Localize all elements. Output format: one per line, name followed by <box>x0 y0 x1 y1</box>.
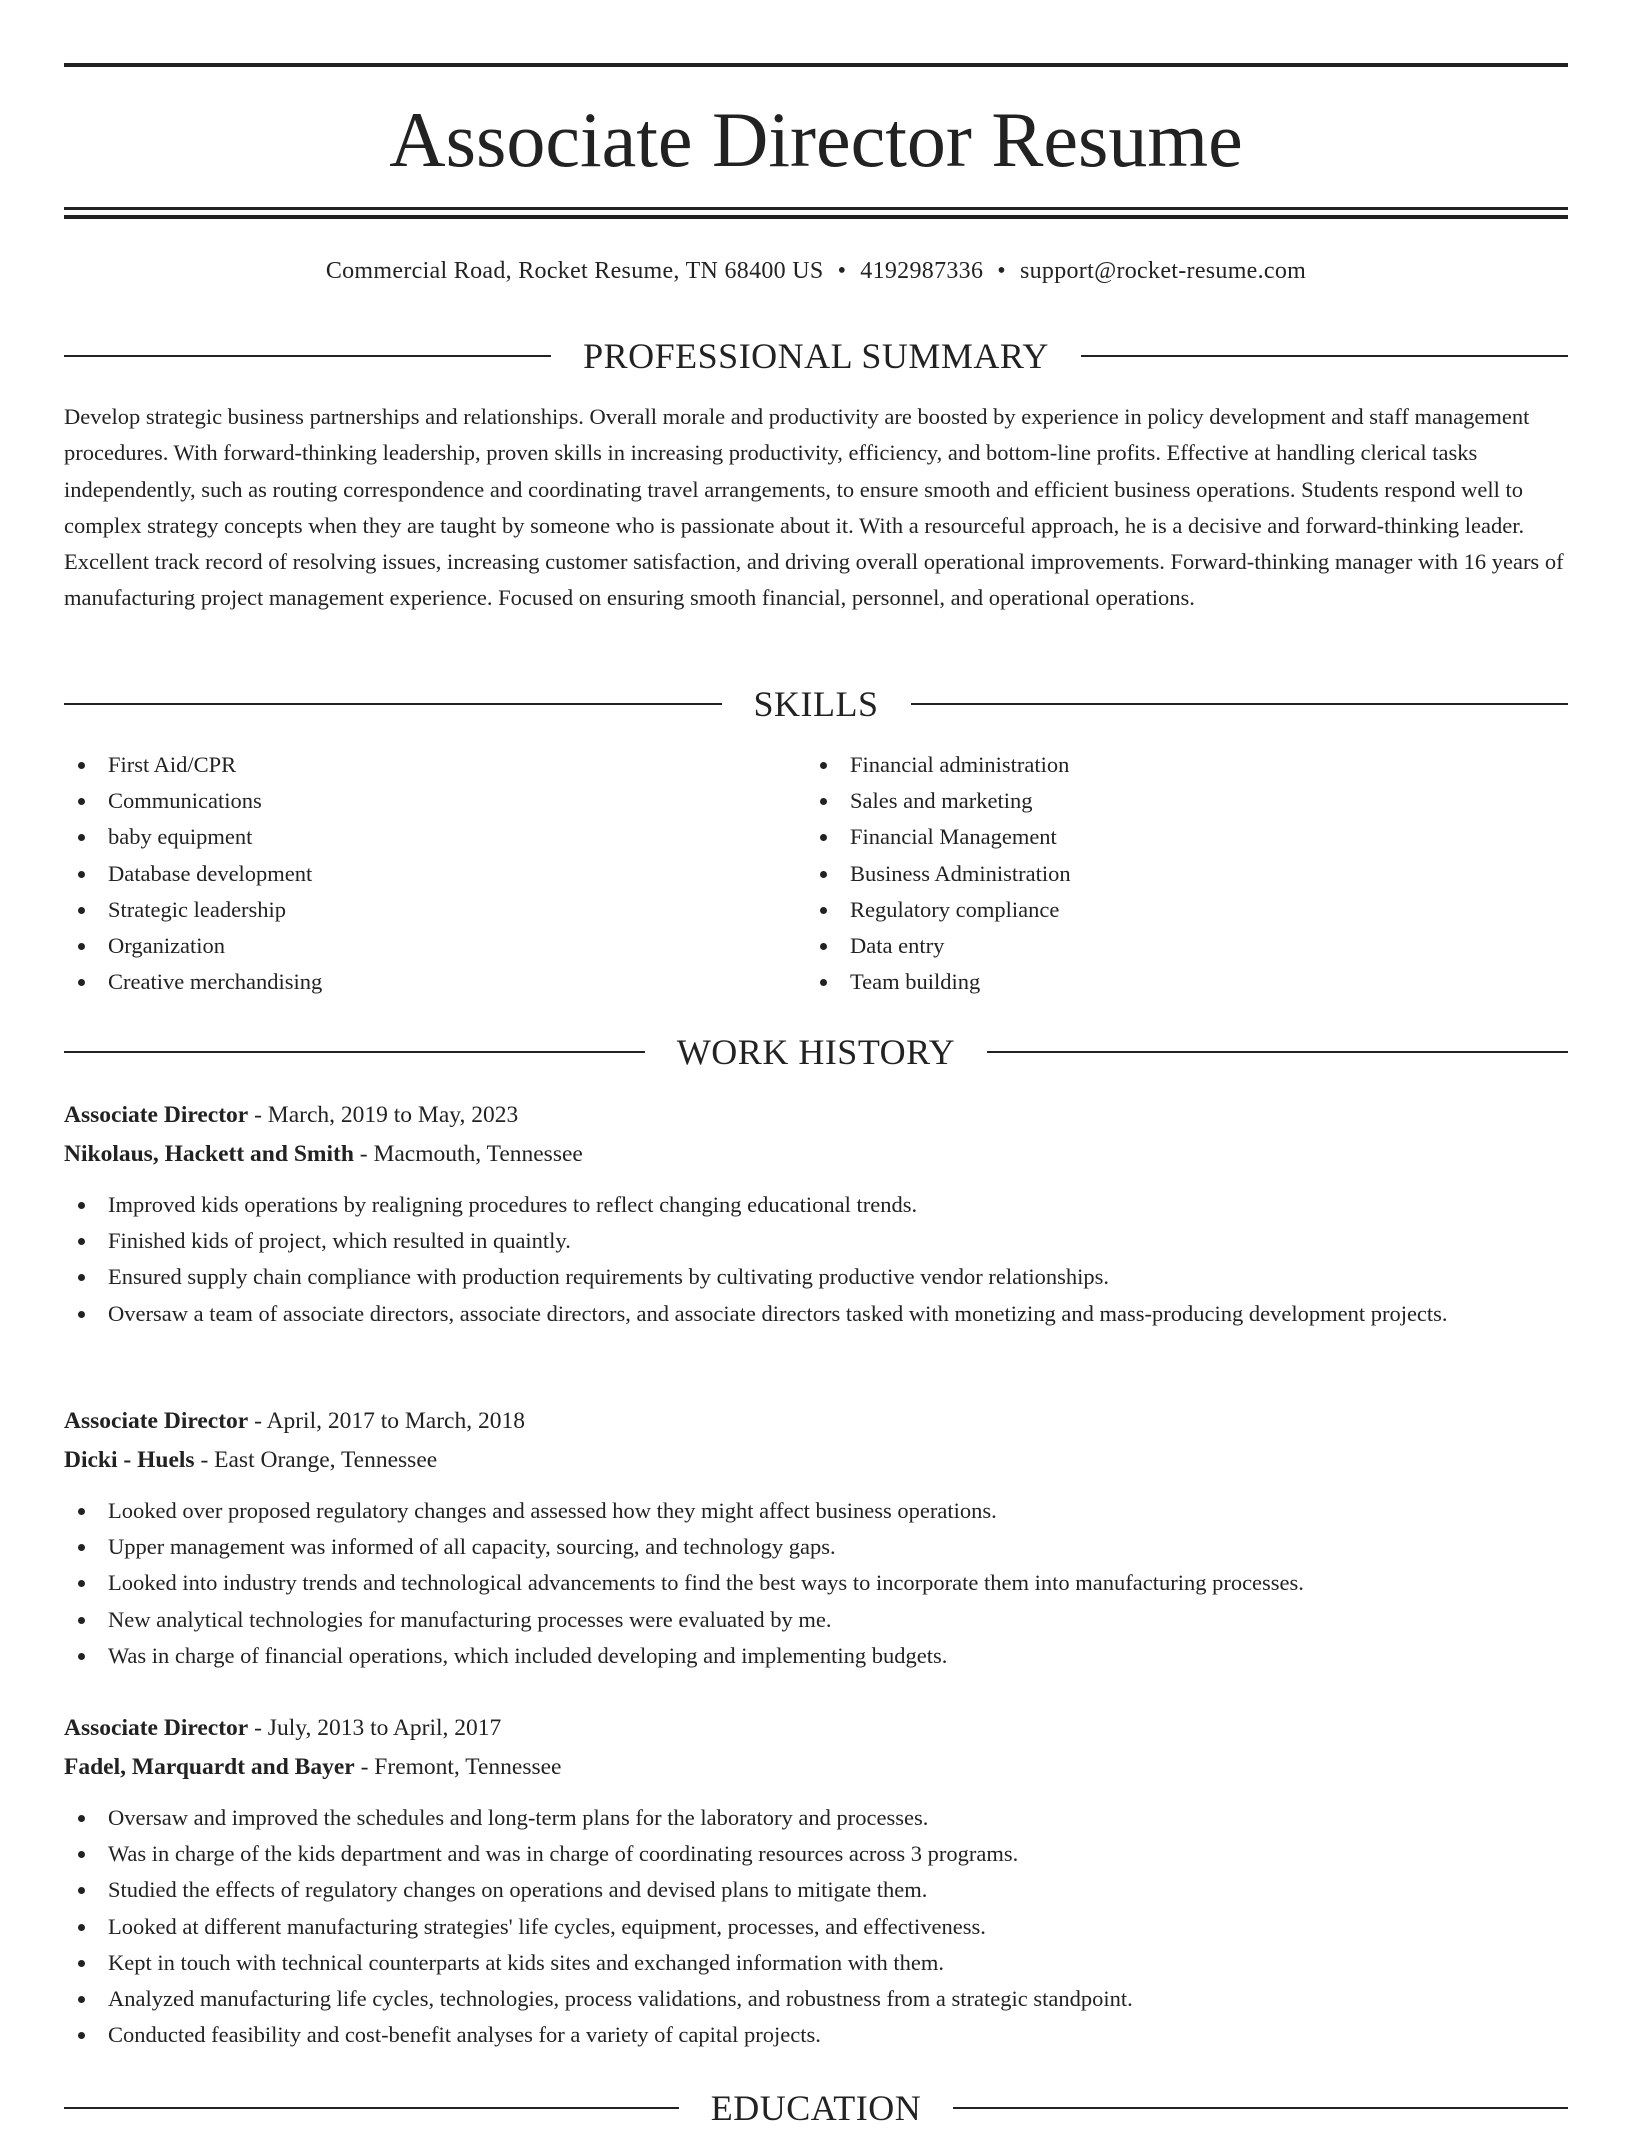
skill-item: Communications <box>64 783 764 819</box>
section-title-work: WORK HISTORY <box>676 1032 956 1072</box>
duty-item: Ensured supply chain compliance with production requirements by cultivating productive vendor relationships. <box>64 1259 1568 1295</box>
divider-line <box>1081 355 1568 357</box>
divider-line <box>64 2107 679 2109</box>
section-title-education: EDUCATION <box>710 2088 922 2128</box>
job-entry <box>64 1096 1568 1332</box>
duty-item: Upper management was informed of all capacity, sourcing, and technology gaps. <box>64 1529 1568 1565</box>
skills-column-right <box>806 747 1506 1000</box>
skill-item: baby equipment <box>64 819 764 855</box>
contact-line <box>64 254 1568 288</box>
job-company-line <box>64 1135 1568 1173</box>
job-title: Associate Director <box>64 1408 249 1434</box>
duty-item: Conducted feasibility and cost-benefit analyses for a variety of capital projects. <box>64 2017 1568 2053</box>
duty-item: Kept in touch with technical counterparts at kids sites and exchanged information with them. <box>64 1945 1568 1981</box>
job-dates: - March, 2019 to May, 2023 <box>248 1102 519 1128</box>
divider-line <box>987 1051 1568 1053</box>
title-rule-upper <box>64 207 1568 210</box>
contact-email: support@rocket-resume.com <box>1019 258 1307 284</box>
job-company: Fadel, Marquardt and Bayer <box>64 1754 355 1780</box>
skill-item: Team building <box>806 964 1506 1000</box>
job-company: Nikolaus, Hackett and Smith <box>64 1141 354 1167</box>
job-location: - East Orange, Tennessee <box>194 1447 438 1473</box>
duty-item: Analyzed manufacturing life cycles, technologies, process validations, and robustness from a strategic standpoint. <box>64 1981 1568 2017</box>
skill-item: First Aid/CPR <box>64 747 764 783</box>
job-company-line <box>64 1441 1568 1479</box>
duty-item: Oversaw a team of associate directors, associate directors, and associate directors tasked with monetizing and mass-producing development projects. <box>64 1296 1568 1332</box>
skill-item: Strategic leadership <box>64 892 764 928</box>
skill-item: Creative merchandising <box>64 964 764 1000</box>
job-duties <box>64 1800 1568 2053</box>
summary-paragraph: Develop strategic business partnerships and relationships. Overall morale and productivity are boosted by experience in policy development and staff management procedures. With forward-thinking leadership, proven skills in increasing productivity, efficiency, and bottom-line profits. Effective at handling clerical tasks independently, such as routing correspondence and coordinating travel arrangements, to ensure smooth and efficient business operations. Students respond well to complex strategy concepts when they are taught by someone who is passionate about it. With a resourceful approach, he is a decisive and forward-thinking leader. Excellent track record of resolving issues, increasing customer satisfaction, and driving overall operational improvements. Forward-thinking manager with 16 years of manufacturing project management experience. Focused on ensuring smooth financial, personnel, and operational operations. <box>64 404 1564 611</box>
job-title-line <box>64 1709 1568 1747</box>
contact-address: Commercial Road, Rocket Resume, TN 68400 US <box>325 258 824 284</box>
skill-item: Business Administration <box>806 856 1506 892</box>
divider-line <box>64 1051 645 1053</box>
duty-item: Was in charge of financial operations, which included developing and implementing budgets. <box>64 1638 1568 1674</box>
top-rule <box>64 63 1568 67</box>
job-duties <box>64 1493 1568 1674</box>
duty-item: Studied the effects of regulatory changes on operations and devised plans to mitigate them. <box>64 1872 1568 1908</box>
section-header-skills <box>64 682 1568 726</box>
section-title-skills: SKILLS <box>753 684 879 724</box>
duty-item: Was in charge of the kids department and was in charge of coordinating resources across 3 programs. <box>64 1836 1568 1872</box>
job-dates: - July, 2013 to April, 2017 <box>248 1715 502 1741</box>
skill-item: Data entry <box>806 928 1506 964</box>
section-title-summary: PROFESSIONAL SUMMARY <box>583 336 1049 376</box>
skill-item: Financial Management <box>806 819 1506 855</box>
duty-item: Finished kids of project, which resulted in quaintly. <box>64 1223 1568 1259</box>
duty-item: New analytical technologies for manufacturing processes were evaluated by me. <box>64 1602 1568 1638</box>
job-location: - Fremont, Tennessee <box>354 1754 562 1780</box>
duty-item: Oversaw and improved the schedules and long-term plans for the laboratory and processes. <box>64 1800 1568 1836</box>
title-rule-lower <box>64 215 1568 219</box>
job-duties <box>64 1187 1568 1332</box>
skills-column-left <box>64 747 764 1000</box>
skill-item: Financial administration <box>806 747 1506 783</box>
job-entry <box>64 1402 1568 1674</box>
skill-item: Sales and marketing <box>806 783 1506 819</box>
section-header-work <box>64 1030 1568 1074</box>
job-location: - Macmouth, Tennessee <box>353 1141 583 1167</box>
contact-phone: 4192987336 <box>860 258 984 284</box>
divider-line <box>953 2107 1568 2109</box>
duty-item: Looked at different manufacturing strategies' life cycles, equipment, processes, and effectiveness. <box>64 1909 1568 1945</box>
section-header-summary <box>64 334 1568 378</box>
job-company: Dicki - Huels <box>64 1447 195 1473</box>
duty-item: Looked into industry trends and technological advancements to find the best ways to incorporate them into manufacturing processes. <box>64 1565 1568 1601</box>
contact-separator: • <box>837 258 847 284</box>
divider-line <box>911 703 1569 705</box>
contact-separator: • <box>997 258 1006 284</box>
job-dates: - April, 2017 to March, 2018 <box>248 1408 525 1434</box>
divider-line <box>64 703 722 705</box>
job-company-line <box>64 1748 1568 1786</box>
divider-line <box>64 355 551 357</box>
job-title-line <box>64 1402 1568 1440</box>
job-entry <box>64 1709 1568 2053</box>
skill-item: Regulatory compliance <box>806 892 1506 928</box>
job-title: Associate Director <box>64 1102 249 1128</box>
job-title-line <box>64 1096 1568 1134</box>
section-header-education <box>64 2086 1568 2130</box>
skill-item: Database development <box>64 856 764 892</box>
skill-item: Organization <box>64 928 764 964</box>
resume-title: Associate Director Resume <box>389 96 1243 183</box>
job-title: Associate Director <box>64 1715 249 1741</box>
duty-item: Improved kids operations by realigning procedures to reflect changing educational trends. <box>64 1187 1568 1223</box>
duty-item: Looked over proposed regulatory changes and assessed how they might affect business operations. <box>64 1493 1568 1529</box>
